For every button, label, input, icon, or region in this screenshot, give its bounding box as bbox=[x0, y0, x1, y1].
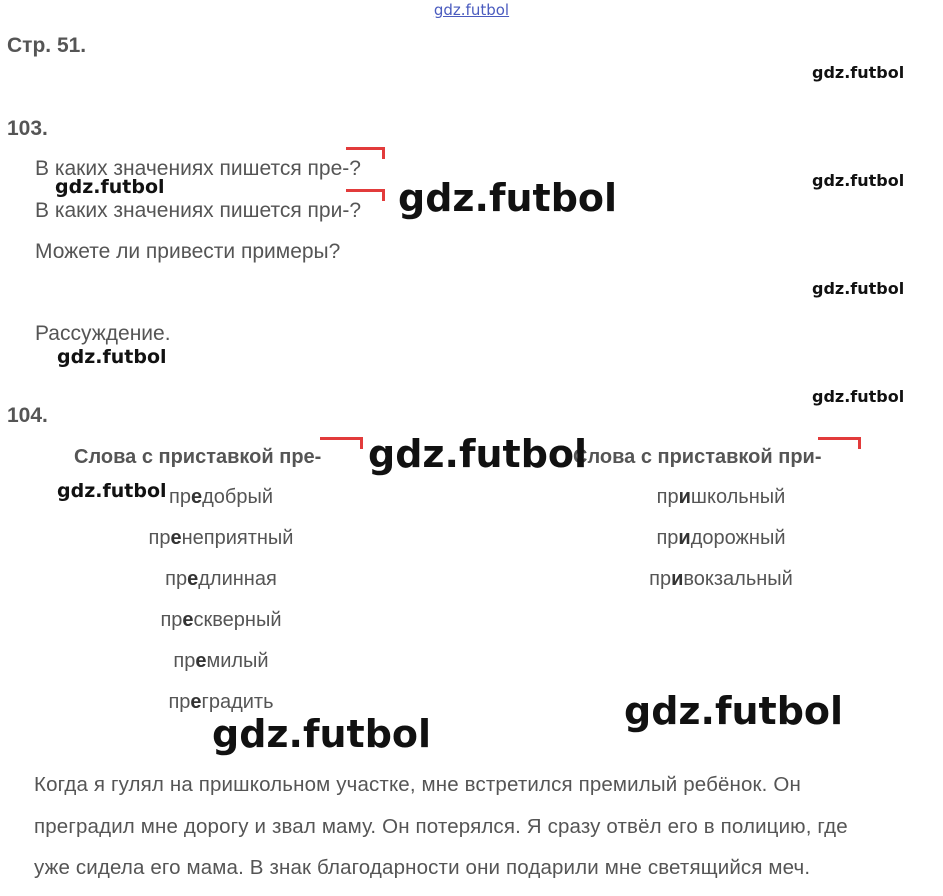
story-line-1: Когда я гулял на пришкольном участке, мне встретился премилый ребёнок. Он bbox=[34, 773, 801, 796]
watermark: gdz.futbol bbox=[212, 712, 432, 756]
watermark: gdz.futbol bbox=[812, 279, 905, 298]
page-label: Стр. 51. bbox=[7, 34, 87, 57]
watermark: gdz.futbol bbox=[398, 176, 618, 220]
watermark: gdz.futbol bbox=[812, 387, 905, 406]
watermark: gdz.futbol bbox=[57, 480, 167, 502]
pre-word: предобрый bbox=[169, 486, 273, 508]
source-link[interactable]: gdz.futbol bbox=[433, 1, 510, 19]
watermark: gdz.futbol bbox=[624, 689, 844, 733]
task-104-number: 104. bbox=[7, 404, 48, 427]
pre-word: преградить bbox=[168, 691, 274, 713]
task-103-number: 103. bbox=[7, 117, 48, 140]
pri-column-header: Слова с приставкой при- bbox=[573, 446, 822, 468]
task-103-question-1: В каких значениях пишется пре-? bbox=[35, 157, 361, 180]
pre-word: пренеприятный bbox=[148, 527, 294, 549]
task-103-question-3: Можете ли привести примеры? bbox=[35, 240, 341, 263]
pre-column-header: Слова с приставкой пре- bbox=[74, 446, 322, 468]
watermark: gdz.futbol bbox=[812, 63, 905, 82]
watermark: gdz.futbol bbox=[57, 346, 167, 368]
prefix-mark-pri bbox=[346, 189, 385, 201]
pre-column-header-mark bbox=[320, 437, 363, 449]
story-line-2: преградил мне дорогу и звал маму. Он потерялся. Я сразу отвёл его в полицию, где bbox=[34, 815, 848, 838]
prefix-mark-pre bbox=[346, 147, 385, 159]
task-103-question-2: В каких значениях пишется при-? bbox=[35, 199, 361, 222]
pri-word: пришкольный bbox=[656, 486, 786, 508]
watermark: gdz.futbol bbox=[812, 171, 905, 190]
pri-column-header-mark bbox=[818, 437, 861, 449]
pri-word: привокзальный bbox=[649, 568, 793, 590]
pre-word: прескверный bbox=[160, 609, 282, 631]
pre-word: премилый bbox=[173, 650, 269, 672]
task-103-answer: Рассуждение. bbox=[35, 322, 171, 345]
pri-word: придорожный bbox=[656, 527, 786, 549]
watermark: gdz.futbol bbox=[368, 432, 588, 476]
pre-word: предлинная bbox=[165, 568, 277, 590]
watermark: gdz.futbol bbox=[55, 176, 165, 198]
story-line-3: уже сидела его мама. В знак благодарности они подарили мне светящийся меч. bbox=[34, 856, 811, 879]
